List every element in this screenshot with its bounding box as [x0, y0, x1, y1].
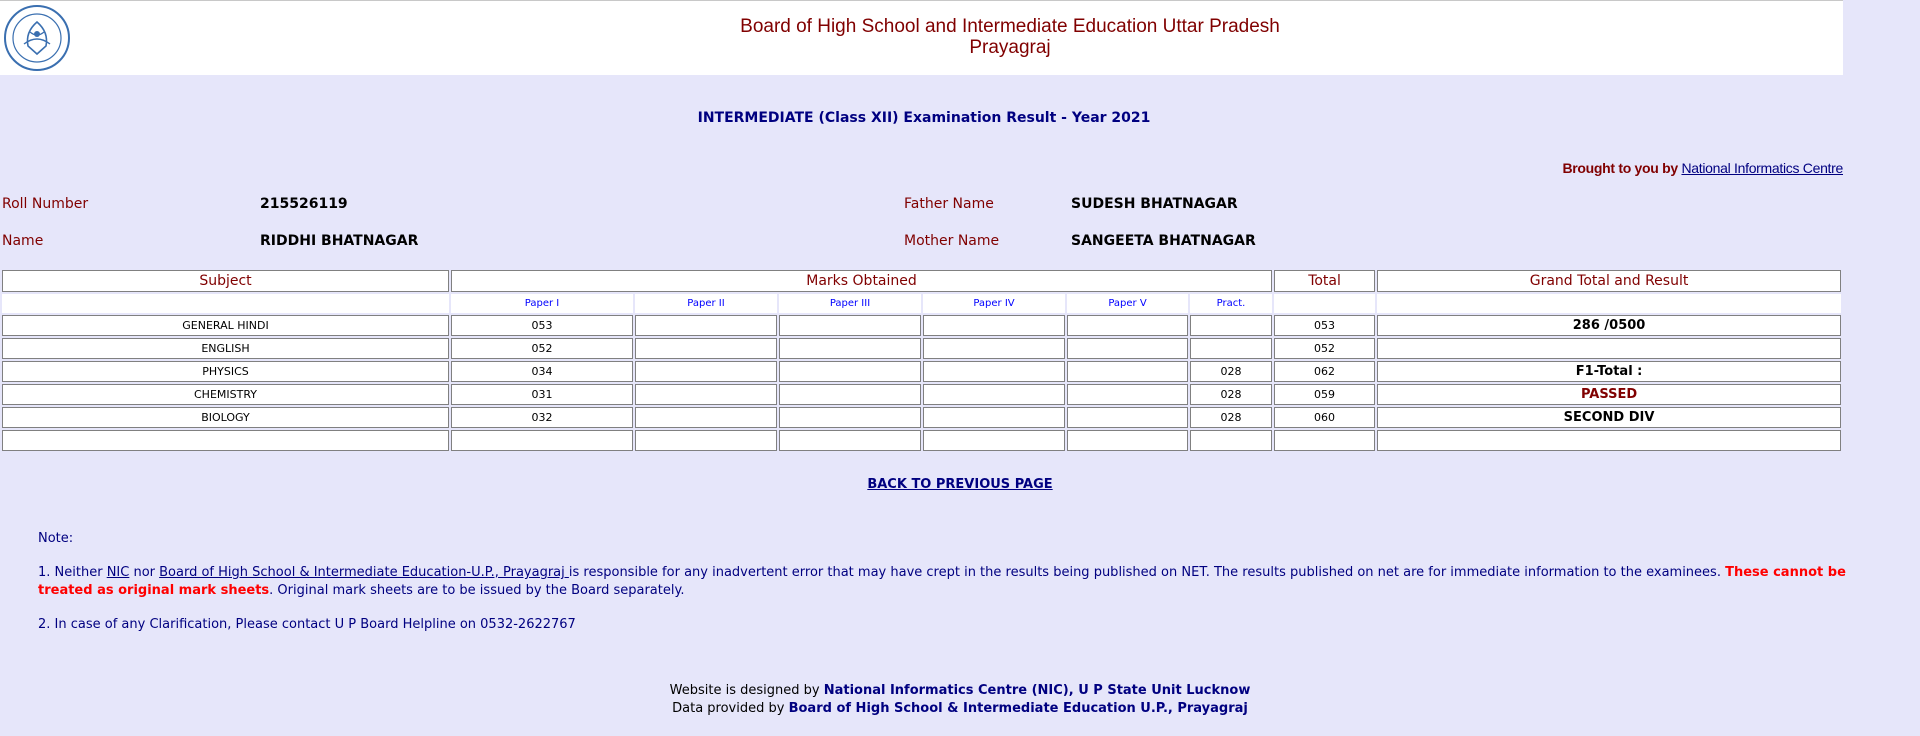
paper-5-cell	[1067, 338, 1188, 359]
grand-total-cell	[1377, 338, 1841, 359]
table-row	[2, 315, 1841, 336]
notes-section	[38, 530, 1893, 650]
back-link-container	[0, 477, 1920, 492]
paper-2-cell	[635, 361, 777, 382]
paper-5-header: Paper V	[1067, 294, 1188, 313]
footer-data-provider: Board of High School & Intermediate Education U.P., Prayagraj	[788, 701, 1248, 716]
result-status: PASSED	[1377, 384, 1841, 405]
paper-2-header: Paper II	[635, 294, 777, 313]
paper-1-cell: 034	[451, 361, 633, 382]
practical-cell	[1190, 338, 1272, 359]
subheader-blank	[2, 294, 449, 313]
subject-cell: BIOLOGY	[2, 407, 449, 428]
note-1-prefix: 1. Neither	[38, 565, 107, 580]
subject-cell: PHYSICS	[2, 361, 449, 382]
subject-cell: ENGLISH	[2, 338, 449, 359]
f1-total-label: F1-Total :	[1377, 361, 1841, 382]
paper-2-cell	[635, 315, 777, 336]
grand-total-cell	[1377, 430, 1841, 451]
total-cell: 059	[1274, 384, 1375, 405]
paper-3-cell	[779, 338, 921, 359]
paper-3-cell	[779, 430, 921, 451]
note-1	[38, 564, 1893, 600]
total-cell	[1274, 430, 1375, 451]
grand-total-value: 286 /0500	[1377, 315, 1841, 336]
note-1-nor: nor	[129, 565, 160, 580]
page-header	[0, 0, 1843, 75]
table-row	[2, 430, 1841, 451]
total-cell: 052	[1274, 338, 1375, 359]
subheader-blank	[1377, 294, 1841, 313]
table-row	[2, 407, 1841, 428]
practical-cell: 028	[1190, 407, 1272, 428]
paper-3-header: Paper III	[779, 294, 921, 313]
father-name-label: Father Name	[904, 196, 994, 212]
paper-2-cell	[635, 384, 777, 405]
paper-1-cell: 052	[451, 338, 633, 359]
practical-cell	[1190, 315, 1272, 336]
paper-5-cell	[1067, 430, 1188, 451]
footer-data-provided	[0, 700, 1920, 718]
mother-name-label: Mother Name	[904, 233, 1000, 249]
paper-1-cell: 032	[451, 407, 633, 428]
marks-obtained-header: Marks Obtained	[451, 270, 1272, 292]
table-header-row	[2, 270, 1841, 292]
paper-3-cell	[779, 315, 921, 336]
footer-designed-by	[0, 682, 1920, 700]
note-1-body: is responsible for any inadvertent error that may have crept in the results being published on NET. The results published on net are for immediate information to the examinees.	[568, 565, 1726, 580]
paper-1-cell: 031	[451, 384, 633, 405]
paper-4-cell	[923, 384, 1065, 405]
footer-designed-prefix: Website is designed by	[669, 683, 824, 698]
board-note-link[interactable]: Board of High School & Intermediate Education-U.P., Prayagraj	[159, 565, 569, 580]
paper-5-cell	[1067, 384, 1188, 405]
paper-2-cell	[635, 407, 777, 428]
subject-cell: GENERAL HINDI	[2, 315, 449, 336]
paper-4-cell	[923, 338, 1065, 359]
up-emblem-logo	[2, 4, 72, 72]
practical-cell	[1190, 430, 1272, 451]
total-cell: 062	[1274, 361, 1375, 382]
paper-1-header: Paper I	[451, 294, 633, 313]
exam-title: INTERMEDIATE (Class XII) Examination Result - Year 2021	[697, 110, 1151, 126]
subheader-blank	[1274, 294, 1375, 313]
page-title	[640, 16, 1380, 58]
paper-3-cell	[779, 407, 921, 428]
brought-by-text: Brought to you by	[1562, 160, 1682, 176]
paper-4-cell	[923, 315, 1065, 336]
page-footer	[0, 682, 1920, 718]
nic-link[interactable]: National Informatics Centre	[1681, 160, 1843, 176]
roll-number-value: 215526119	[260, 196, 348, 212]
nic-note-link[interactable]: NIC	[106, 565, 130, 580]
paper-4-cell	[923, 407, 1065, 428]
footer-designer: National Informatics Centre (NIC), U P State Unit Lucknow	[823, 683, 1251, 698]
roll-number-label: Roll Number	[2, 196, 89, 212]
subject-header: Subject	[2, 270, 449, 292]
total-cell: 060	[1274, 407, 1375, 428]
paper-4-header: Paper IV	[923, 294, 1065, 313]
footer-data-prefix: Data provided by	[672, 701, 789, 716]
division-value: SECOND DIV	[1377, 407, 1841, 428]
paper-5-cell	[1067, 361, 1188, 382]
name-value: RIDDHI BHATNAGAR	[260, 233, 419, 249]
table-subheader-row	[2, 294, 1841, 313]
paper-2-cell	[635, 338, 777, 359]
mother-name-value: SANGEETA BHATNAGAR	[1071, 233, 1256, 249]
paper-4-cell	[923, 361, 1065, 382]
table-row	[2, 361, 1841, 382]
back-to-previous-page-link[interactable]: BACK TO PREVIOUS PAGE	[867, 477, 1053, 492]
subject-cell: CHEMISTRY	[2, 384, 449, 405]
note-2: 2. In case of any Clarification, Please contact U P Board Helpline on 0532-2622767	[38, 617, 576, 632]
notes-heading: Note:	[38, 531, 74, 546]
grand-total-header: Grand Total and Result	[1377, 270, 1841, 292]
note-1-warning: These cannot be treated as original mark sheets	[38, 565, 1846, 598]
table-row	[2, 338, 1841, 359]
practical-cell: 028	[1190, 384, 1272, 405]
paper-1-cell: 053	[451, 315, 633, 336]
paper-1-cell	[451, 430, 633, 451]
board-title: Board of High School and Intermediate Education Uttar Pradesh	[740, 16, 1280, 37]
paper-3-cell	[779, 361, 921, 382]
practical-header: Pract.	[1190, 294, 1272, 313]
note-1-end: . Original mark sheets are to be issued by the Board separately.	[269, 583, 685, 598]
name-label: Name	[2, 233, 44, 249]
subject-cell	[2, 430, 449, 451]
paper-2-cell	[635, 430, 777, 451]
practical-cell: 028	[1190, 361, 1272, 382]
father-name-value: SUDESH BHATNAGAR	[1071, 196, 1238, 212]
paper-4-cell	[923, 430, 1065, 451]
board-city: Prayagraj	[969, 37, 1051, 58]
paper-3-cell	[779, 384, 921, 405]
table-row	[2, 384, 1841, 405]
total-cell: 053	[1274, 315, 1375, 336]
paper-5-cell	[1067, 407, 1188, 428]
brought-by	[1562, 160, 1843, 176]
total-header: Total	[1274, 270, 1375, 292]
paper-5-cell	[1067, 315, 1188, 336]
marks-table	[0, 268, 1843, 453]
